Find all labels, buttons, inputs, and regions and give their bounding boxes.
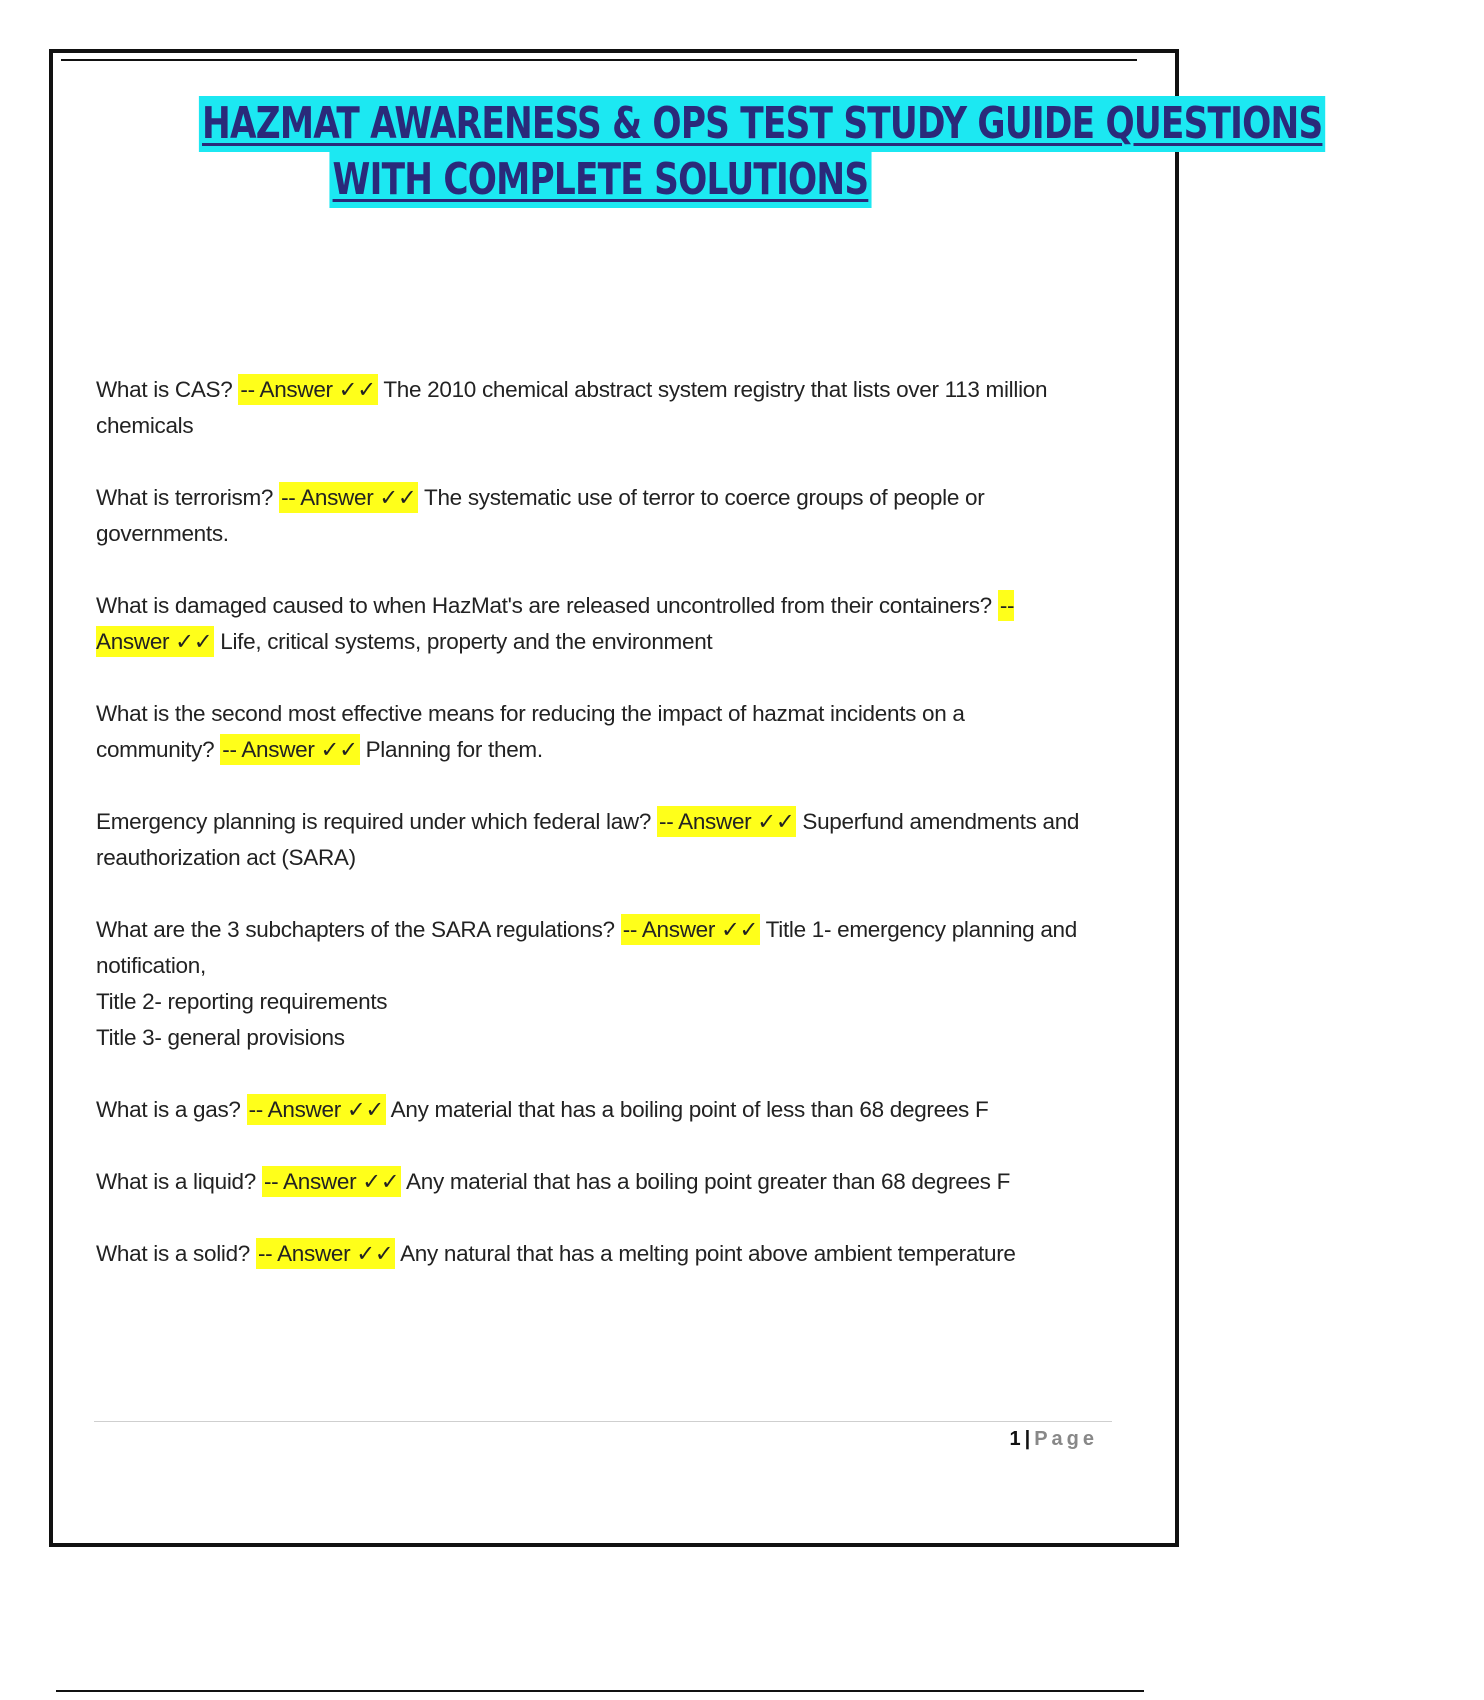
page-label: Page [1034,1428,1098,1450]
question-text: What is a liquid? [96,1169,262,1194]
qa-item-2 [96,588,1086,660]
question-text: What is terrorism? [96,485,280,510]
answer-text: The systematic use of terror to coerce groups of people or governments. [96,485,985,546]
bottom-rule [56,1690,1144,1692]
page-footer [1009,1428,1098,1451]
title-line-1: HAZMAT AWARENESS & OPS TEST STUDY GUIDE QUESTIONS [199,96,1326,152]
qa-item-0 [96,372,1086,444]
title-line-2: WITH COMPLETE SOLUTIONS [329,152,871,208]
answer-text: Title 1- emergency planning and notification, Title 2- reporting requirements Title 3- general provisions [96,917,1077,1050]
answer-marker: -- Answer ✓✓ [220,734,359,765]
qa-item-7 [96,1164,1086,1200]
answer-text: Planning for them. [359,737,543,762]
question-text: What is a gas? [96,1097,247,1122]
question-text: Emergency planning is required under which federal law? [96,809,658,834]
answer-text: Any material that has a boiling point of less than 68 degrees F [385,1097,989,1122]
answer-marker: -- Answer ✓✓ [247,1094,386,1125]
answer-marker: -- Answer ✓✓ [238,374,377,405]
qa-item-8 [96,1236,1086,1272]
qa-item-6 [96,1092,1086,1128]
top-rule [61,59,1137,61]
question-text: What is a solid? [96,1241,256,1266]
question-text: What are the 3 subchapters of the SARA regulations? [96,917,621,942]
page-separator: | [1024,1428,1031,1450]
qa-item-5 [96,912,1086,1056]
answer-marker: -- Answer ✓✓ [96,590,1014,657]
answer-text: Life, critical systems, property and the environment [214,629,713,654]
answer-marker: -- Answer ✓✓ [262,1166,401,1197]
answer-text: Any natural that has a melting point above ambient temperature [395,1241,1016,1266]
footer-rule [94,1421,1112,1422]
answer-text: Superfund amendments and reauthorization act (SARA) [96,809,1080,870]
answer-marker: -- Answer ✓✓ [621,914,760,945]
qa-list [96,372,1086,1308]
qa-item-4 [96,804,1086,876]
answer-marker: -- Answer ✓✓ [279,482,418,513]
question-text: What is damaged caused to when HazMat's are released uncontrolled from their containers? [96,593,998,618]
document-title [40,96,1323,208]
qa-item-1 [96,480,1086,552]
answer-marker: -- Answer ✓✓ [256,1238,395,1269]
question-text: What is the second most effective means for reducing the impact of hazmat incidents on a community? [96,701,965,762]
answer-text: Any material that has a boiling point greater than 68 degrees F [401,1169,1011,1194]
qa-item-3 [96,696,1086,768]
page-number: 1 [1009,1428,1021,1450]
question-text: What is CAS? [96,377,239,402]
answer-marker: -- Answer ✓✓ [657,806,796,837]
answer-text: The 2010 chemical abstract system registry that lists over 113 million chemicals [96,377,1048,438]
